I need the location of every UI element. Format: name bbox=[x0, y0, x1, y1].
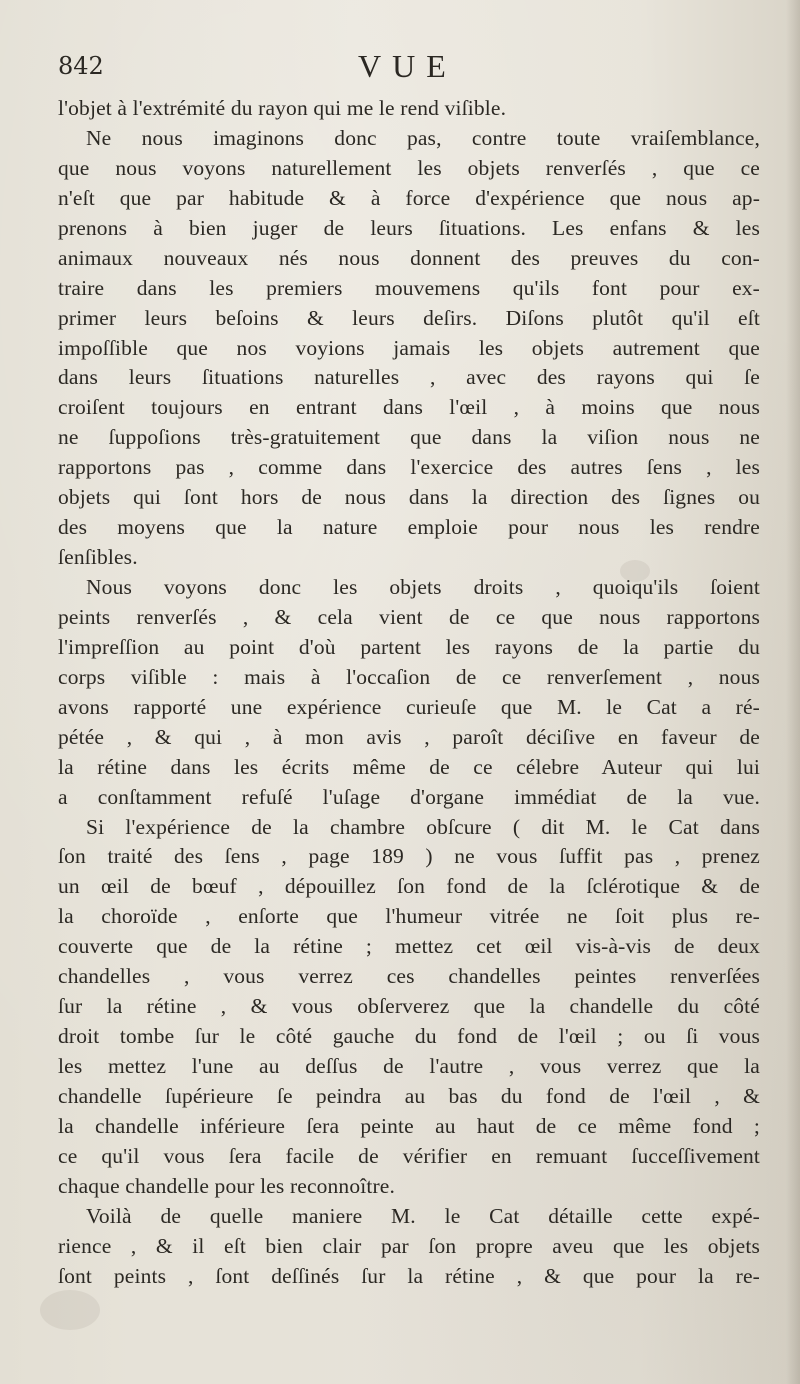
text-line: croiſent toujours en entrant dans l'œil , à moins que nous bbox=[58, 395, 760, 420]
text-line: rience , & il eſt bien clair par ſon propre aveu que les objets bbox=[58, 1233, 760, 1258]
text-line: des moyens que la nature emploie pour nous les rendre bbox=[58, 515, 760, 540]
paper-stain bbox=[40, 1290, 100, 1330]
text-line: que nous voyons naturellement les objets renverſés , que ce bbox=[58, 155, 760, 180]
page-edge-shadow bbox=[786, 0, 800, 1384]
text-line: rapportons pas , comme dans l'exercice des autres ſens , les bbox=[58, 455, 760, 480]
page-header bbox=[58, 48, 758, 88]
text-line: droit tombe ſur le côté gauche du fond de l'œil ; ou ſi vous bbox=[58, 1024, 760, 1049]
text-line: primer leurs beſoins & leurs deſirs. Diſons plutôt qu'il eſt bbox=[58, 305, 760, 330]
text-line: l'objet à l'extrémité du rayon qui me le rend viſible. bbox=[58, 96, 507, 120]
text-line: Voilà de quelle maniere M. le Cat détaille cette expé- bbox=[86, 1203, 760, 1228]
text-line: couverte que de la rétine ; mettez cet œil vis-à-vis de deux bbox=[58, 934, 760, 959]
text-line: peints renverſés , & cela vient de ce que nous rapportons bbox=[58, 604, 760, 629]
text-line: animaux nouveaux nés nous donnent des preuves du con- bbox=[58, 245, 760, 270]
text-line: corps viſible : mais à l'occaſion de ce renverſement , nous bbox=[58, 664, 760, 689]
text-line: chandelle ſupérieure ſe peindra au bas du fond de l'œil , & bbox=[58, 1083, 760, 1108]
text-line: Ne nous imaginons donc pas, contre toute vraiſemblance, bbox=[86, 125, 760, 150]
text-line: ſont peints , ſont deſſinés ſur la rétine , & que pour la re- bbox=[58, 1263, 760, 1288]
text-line: impoſſible que nos voyions jamais les objets autrement que bbox=[58, 335, 760, 360]
text-line: la choroïde , enſorte que l'humeur vitrée ne ſoit plus re- bbox=[58, 904, 760, 929]
text-line: ce qu'il vous ſera facile de vérifier en remuant ſucceſſivement bbox=[58, 1143, 760, 1168]
text-line: ſur la rétine , & vous obſerverez que la chandelle du côté bbox=[58, 994, 760, 1019]
text-line: les mettez l'une au deſſus de l'autre , vous verrez que la bbox=[58, 1054, 760, 1078]
page-number: 842 bbox=[58, 52, 104, 80]
text-line: dans leurs ſituations naturelles , avec des rayons qui ſe bbox=[58, 365, 760, 390]
text-line: la chandelle inférieure ſera peinte au haut de ce même fond ; bbox=[58, 1113, 760, 1138]
text-line: Si l'expérience de la chambre obſcure ( dit M. le Cat dans bbox=[86, 814, 760, 839]
running-head: VUE bbox=[358, 48, 457, 84]
text-line: chandelles , vous verrez ces chandelles peintes renverſées bbox=[58, 964, 760, 989]
text-line: la rétine dans les écrits même de ce célebre Auteur qui lui bbox=[58, 754, 760, 779]
text-line: chaque chandelle pour les reconnoître. bbox=[58, 1173, 396, 1198]
text-line: ne ſuppoſions très-gratuitement que dans la viſion nous ne bbox=[58, 425, 760, 450]
text-line: objets qui ſont hors de nous dans la direction des ſignes ou bbox=[58, 485, 760, 510]
text-line: a conſtamment refuſé l'uſage d'organe immédiat de la vue. bbox=[58, 784, 760, 809]
text-line: n'eſt que par habitude & à force d'expérience que nous ap- bbox=[58, 185, 760, 210]
text-line: un œil de bœuf , dépouillez ſon fond de la ſclérotique & de bbox=[58, 874, 760, 899]
text-line: l'impreſſion au point d'où partent les rayons de la partie du bbox=[58, 634, 760, 659]
text-line: pétée , & qui , à mon avis , paroît déciſive en faveur de bbox=[58, 724, 760, 749]
text-line: prenons à bien juger de leurs ſituations. Les enfans & les bbox=[58, 215, 760, 240]
text-line: avons rapporté une expérience curieuſe que M. le Cat a ré- bbox=[58, 694, 760, 719]
text-line: traire dans les premiers mouvemens qu'ils font pour ex- bbox=[58, 275, 760, 300]
body-text bbox=[58, 94, 760, 1292]
text-line: Nous voyons donc les objets droits , quoiqu'ils ſoient bbox=[86, 575, 760, 599]
text-line: ſon traité des ſens , page 189 ) ne vous ſuffit pas , prenez bbox=[58, 844, 760, 869]
text-line: ſenſibles. bbox=[58, 545, 138, 570]
